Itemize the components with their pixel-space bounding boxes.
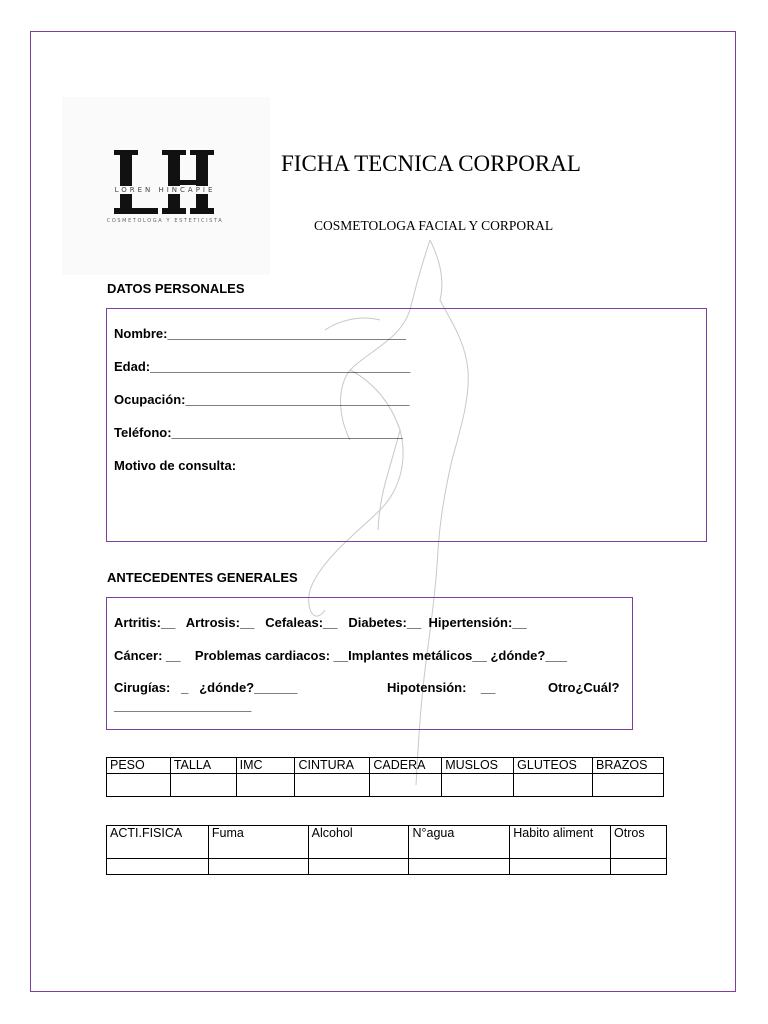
- imc-cell[interactable]: [236, 774, 295, 797]
- actividad-fisica-cell[interactable]: [107, 859, 209, 875]
- peso-cell[interactable]: [107, 774, 171, 797]
- agua-cell[interactable]: [409, 859, 510, 875]
- alcohol-cell[interactable]: [308, 859, 409, 875]
- header-habito-alimenticio: Habito aliment: [510, 826, 611, 859]
- header-agua: N°agua: [409, 826, 510, 859]
- header-gluteos: GLUTEOS: [514, 758, 593, 774]
- header-peso: PESO: [107, 758, 171, 774]
- gluteos-cell[interactable]: [514, 774, 593, 797]
- header-cintura: CINTURA: [295, 758, 370, 774]
- logo-name: LOREN HINCAPIE: [104, 186, 226, 194]
- otros-cell[interactable]: [611, 859, 667, 875]
- table-row: [107, 859, 667, 875]
- muslos-cell[interactable]: [442, 774, 514, 797]
- header-alcohol: Alcohol: [308, 826, 409, 859]
- motivo-consulta-field[interactable]: Motivo de consulta:: [114, 458, 237, 473]
- cintura-cell[interactable]: [295, 774, 370, 797]
- fuma-cell[interactable]: [208, 859, 308, 875]
- table-header-row: [107, 758, 664, 774]
- nombre-field[interactable]: Nombre:_________________________________: [114, 326, 407, 341]
- telefono-field[interactable]: Teléfono:________________________________: [114, 425, 403, 440]
- habito-alimenticio-cell[interactable]: [510, 859, 611, 875]
- header-talla: TALLA: [170, 758, 236, 774]
- brazos-cell[interactable]: [593, 774, 664, 797]
- edad-field[interactable]: Edad:____________________________________: [114, 359, 411, 374]
- header-cadera: CADERA: [370, 758, 442, 774]
- antecedentes-line-2[interactable]: Cáncer: __ Problemas cardiacos: __Implantes metálicos__ ¿dónde?___: [114, 648, 568, 663]
- cirugias-field[interactable]: Cirugías: _ ¿dónde?______: [114, 680, 298, 695]
- header-otros: Otros: [611, 826, 667, 859]
- antecedentes-line-1[interactable]: Artritis:__ Artrosis:__ Cefaleas:__ Diabetes:__ Hipertensión:__: [114, 615, 527, 630]
- ocupacion-field[interactable]: Ocupación:_______________________________: [114, 392, 410, 407]
- page-subtitle: COSMETOLOGA FACIAL Y CORPORAL: [314, 218, 554, 233]
- logo-mark: [112, 148, 216, 216]
- table-row: [107, 774, 664, 797]
- cadera-cell[interactable]: [370, 774, 442, 797]
- talla-cell[interactable]: [170, 774, 236, 797]
- header-actividad-fisica: ACTI.FISICA: [107, 826, 209, 859]
- hipotension-field[interactable]: Hipotensión: __: [387, 680, 496, 695]
- section-heading-antecedentes: ANTECEDENTES GENERALES: [107, 570, 298, 585]
- otro-cual-line[interactable]: ___________________: [114, 698, 252, 713]
- page-title: FICHA TECNICA CORPORAL: [281, 151, 581, 176]
- measures-table: [106, 757, 664, 797]
- header-imc: IMC: [236, 758, 295, 774]
- habits-table: [106, 825, 667, 875]
- table-header-row: [107, 826, 667, 859]
- header-muslos: MUSLOS: [442, 758, 514, 774]
- header-fuma: Fuma: [208, 826, 308, 859]
- header-brazos: BRAZOS: [593, 758, 664, 774]
- section-heading-personal: DATOS PERSONALES: [107, 281, 245, 296]
- otro-cual-field[interactable]: Otro¿Cuál?: [548, 680, 620, 695]
- logo-subtitle: COSMETOLOGA Y ESTETICISTA: [106, 218, 224, 224]
